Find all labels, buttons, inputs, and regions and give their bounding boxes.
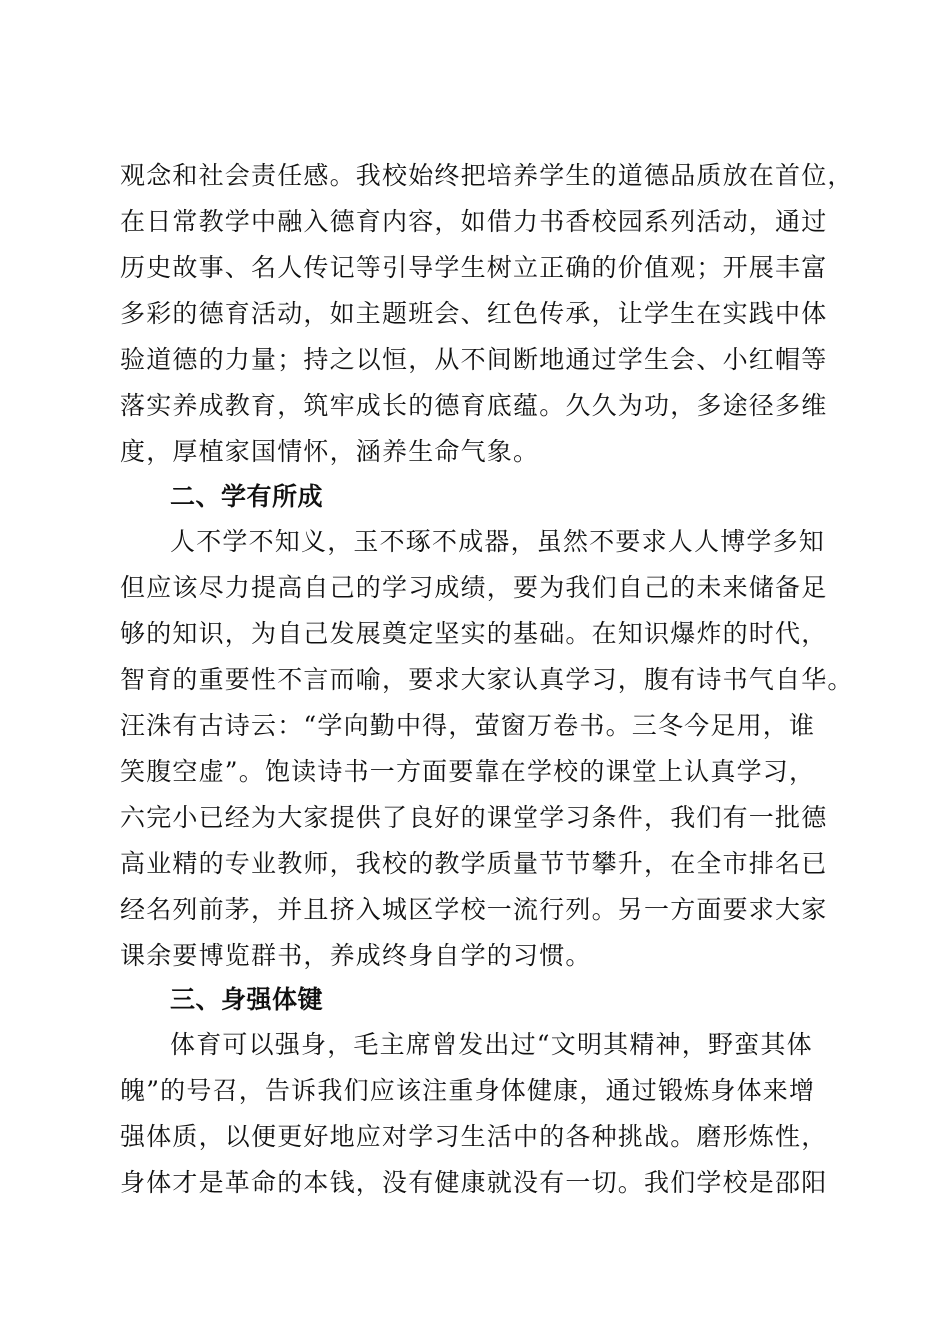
paragraph-line: 验道德的力量；持之以恒，从不间断地通过学生会、小红帽等 xyxy=(120,345,828,374)
paragraph-line: 人不学不知义，玉不琢不成器，虽然不要求人人博学多知 xyxy=(170,527,826,556)
paragraph-line: 历史故事、名人传记等引导学生树立正确的价值观；开展丰富 xyxy=(120,253,828,282)
paragraph-line: 在日常教学中融入德育内容，如借力书香校园系列活动，通过 xyxy=(120,207,828,236)
paragraph-line: 强体质，以便更好地应对学习生活中的各种挑战。磨形炼性， xyxy=(120,1122,828,1151)
paragraph-line: 体育可以强身，毛主席曾发出过“文明其精神，野蛮其体 xyxy=(170,1030,813,1059)
section-heading: 三、身强体键 xyxy=(170,985,324,1014)
paragraph-line: 经名列前茅，并且挤入城区学校一流行列。另一方面要求大家 xyxy=(120,895,828,924)
paragraph-line: 观念和社会责任感。我校始终把培养学生的道德品质放在首位， xyxy=(120,161,854,190)
paragraph-line: 六完小已经为大家提供了良好的课堂学习条件，我们有一批德 xyxy=(120,803,828,832)
paragraph-line: 智育的重要性不言而喻，要求大家认真学习，腹有诗书气自华。 xyxy=(120,665,854,694)
paragraph-line: 高业精的专业教师，我校的教学质量节节攀升，在全市排名已 xyxy=(120,849,828,878)
paragraph-line: 落实养成教育，筑牢成长的德育底蕴。久久为功，多途径多维 xyxy=(120,391,828,420)
paragraph-line: 课余要博览群书，养成终身自学的习惯。 xyxy=(120,941,592,970)
paragraph-line: 度，厚植家国情怀，涵养生命气象。 xyxy=(120,437,540,466)
paragraph-line: 汪洙有古诗云：“学向勤中得，萤窗万卷书。三冬今足用，谁 xyxy=(120,711,816,740)
paragraph-line: 魄”的号召，告诉我们应该注重身体健康，通过锻炼身体来增 xyxy=(120,1076,816,1105)
paragraph-line: 够的知识，为自己发展奠定坚实的基础。在知识爆炸的时代， xyxy=(120,619,828,648)
section-heading: 二、学有所成 xyxy=(170,482,324,511)
paragraph-line: 多彩的德育活动，如主题班会、红色传承，让学生在实践中体 xyxy=(120,299,828,328)
paragraph-line: 但应该尽力提高自己的学习成绩，要为我们自己的未来储备足 xyxy=(120,573,828,602)
paragraph-line: 身体才是革命的本钱，没有健康就没有一切。我们学校是邵阳 xyxy=(120,1168,828,1197)
paragraph-line: 笑腹空虚”。饱读诗书一方面要靠在学校的课堂上认真学习， xyxy=(120,757,816,786)
